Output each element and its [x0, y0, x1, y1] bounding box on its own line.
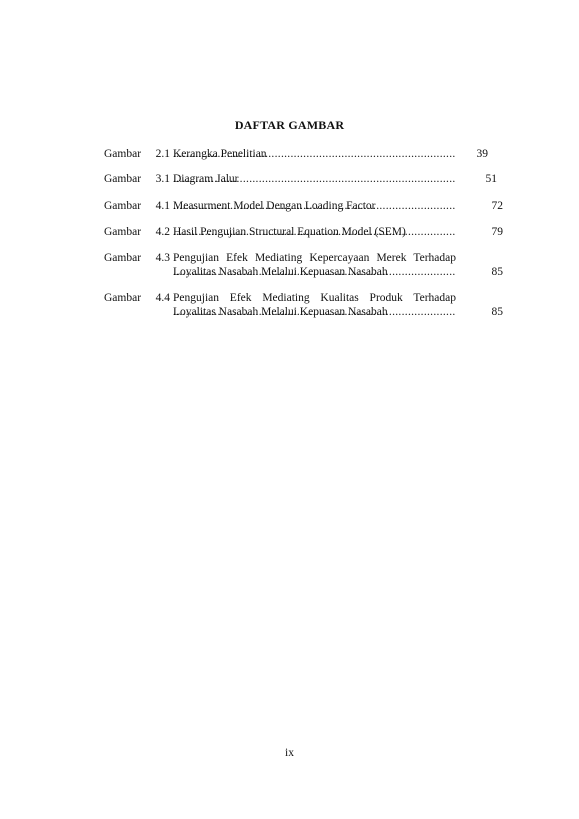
figure-number: 4.2 — [155, 226, 170, 238]
figure-prefix: Gambar — [104, 148, 142, 160]
figure-caption-line: Loyalitas Nasabah Melalui Kepuasan Nasabah — [173, 266, 388, 278]
figure-description — [173, 147, 456, 161]
figure-description — [173, 291, 456, 319]
figure-prefix: Gambar — [104, 252, 142, 264]
figure-prefix: Gambar — [104, 226, 142, 238]
figure-caption: Hasil Pengujian Structural Equation Model (SEM) — [173, 226, 406, 238]
figure-prefix: Gambar — [104, 173, 142, 185]
figure-number: 4.4 — [155, 292, 170, 304]
page-number: ix — [285, 747, 294, 759]
figure-caption-line: Loyalitas Nasabah Melalui Kepuasan Nasabah — [173, 306, 388, 318]
figure-description — [173, 199, 456, 213]
figure-caption: Diagram Jalur — [173, 173, 239, 185]
page-reference: 79 — [491, 226, 503, 238]
page-reference: 39 — [476, 148, 488, 160]
figure-caption: Kerangka Penelitian — [173, 148, 267, 160]
figure-caption-line: Pengujian Efek Mediating Kepercayaan Merek Terhadap — [173, 252, 456, 264]
page-title: DAFTAR GAMBAR — [234, 118, 345, 132]
figure-prefix: Gambar — [104, 200, 142, 212]
figure-label — [104, 199, 172, 213]
page-reference: 85 — [491, 306, 503, 318]
figure-label — [104, 291, 172, 305]
figure-number: 2.1 — [155, 148, 170, 160]
figure-label — [104, 172, 172, 186]
page-reference: 72 — [491, 200, 503, 212]
figure-caption: Measurment Model Dengan Loading Factor — [173, 200, 376, 212]
figure-number: 4.1 — [155, 200, 170, 212]
page-reference: 51 — [485, 173, 497, 185]
page-reference: 85 — [491, 266, 503, 278]
figure-number: 3.1 — [155, 173, 170, 185]
figure-label — [104, 147, 172, 161]
figure-caption-line: Pengujian Efek Mediating Kualitas Produk Terhadap — [173, 292, 456, 304]
figure-label — [104, 225, 172, 239]
figure-number: 4.3 — [155, 252, 170, 264]
figure-label — [104, 251, 172, 265]
figure-description — [173, 172, 456, 186]
figure-prefix: Gambar — [104, 292, 142, 304]
figure-description — [173, 225, 456, 239]
figure-description — [173, 251, 456, 279]
